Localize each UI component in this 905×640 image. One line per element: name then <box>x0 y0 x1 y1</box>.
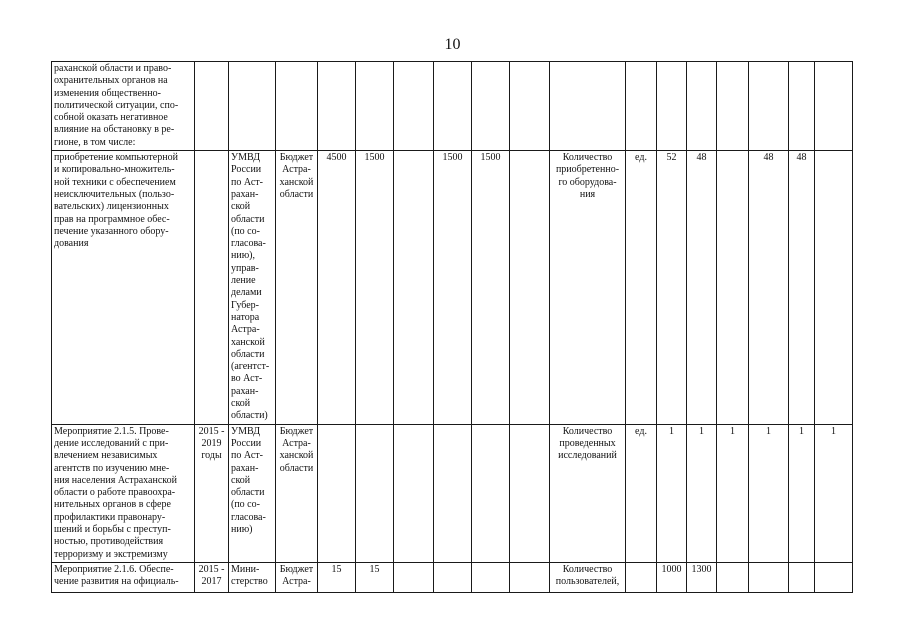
indicator-name: Количество проведенных исследований <box>550 424 626 562</box>
indicator-value-5: 48 <box>789 151 815 425</box>
measure-description: приобретение компьютерной и копировально-множитель- ной техники с обеспечением неисключительных (пользо- вательских) лицензионных прав на программное обес- печение указанного обору- дования <box>52 151 195 425</box>
indicator-value-6 <box>815 62 853 151</box>
indicator-name: Количество приобретенно- го оборудова- ния <box>550 151 626 425</box>
indicator-value-5 <box>789 562 815 592</box>
funding-year-4: 1500 <box>472 151 510 425</box>
funding-year-2 <box>394 424 434 562</box>
measure-description: Мероприятие 2.1.5. Прове- дение исследований с при- влечением независимых агентств по изучению мне- ния населения Астраханской области о работе правоохра- нительных органов в сфере профилактики правонару- шений и борьбы с преступ- ностью, противодействия терроризму и экстремизму <box>52 424 195 562</box>
indicator-value-4 <box>749 562 789 592</box>
indicator-value-2: 48 <box>687 151 717 425</box>
indicator-value-1: 52 <box>657 151 687 425</box>
table-row <box>52 424 853 562</box>
indicator-value-1 <box>657 62 687 151</box>
measure-funding-source: Бюджет Астра- ханской области <box>276 151 318 425</box>
indicator-value-1: 1000 <box>657 562 687 592</box>
indicator-value-3 <box>717 62 749 151</box>
measure-period <box>195 62 229 151</box>
measure-description: раханской области и право- охранительных органов на изменения общественно- политической ситуации, спо- собной оказать негативное влияние на обстановку в ре- гионе, в том числе: <box>52 62 195 151</box>
funding-total: 15 <box>318 562 356 592</box>
indicator-value-1: 1 <box>657 424 687 562</box>
measure-executor: Мини- стерство <box>229 562 276 592</box>
indicator-value-2: 1300 <box>687 562 717 592</box>
funding-year-3: 1500 <box>434 151 472 425</box>
indicator-unit <box>626 562 657 592</box>
funding-year-4 <box>472 62 510 151</box>
funding-year-5 <box>510 424 550 562</box>
funding-year-1: 1500 <box>356 151 394 425</box>
funding-year-3 <box>434 62 472 151</box>
indicator-value-3: 1 <box>717 424 749 562</box>
funding-year-2 <box>394 151 434 425</box>
indicator-value-4: 1 <box>749 424 789 562</box>
indicator-value-2 <box>687 62 717 151</box>
indicator-value-3 <box>717 562 749 592</box>
indicator-name: Количество пользователей, <box>550 562 626 592</box>
measure-funding-source <box>276 62 318 151</box>
measure-description: Мероприятие 2.1.6. Обеспе- чение развития на официаль- <box>52 562 195 592</box>
indicator-value-3 <box>717 151 749 425</box>
measure-period: 2015 - 2019 годы <box>195 424 229 562</box>
measure-executor <box>229 62 276 151</box>
indicator-unit <box>626 62 657 151</box>
indicator-value-5: 1 <box>789 424 815 562</box>
indicator-value-6 <box>815 151 853 425</box>
funding-year-3 <box>434 424 472 562</box>
indicator-unit: ед. <box>626 151 657 425</box>
funding-year-4 <box>472 562 510 592</box>
program-measures-table <box>51 61 853 593</box>
indicator-value-2: 1 <box>687 424 717 562</box>
indicator-value-6 <box>815 562 853 592</box>
funding-year-4 <box>472 424 510 562</box>
page-number: 10 <box>444 36 461 53</box>
funding-year-5 <box>510 562 550 592</box>
indicator-unit: ед. <box>626 424 657 562</box>
measure-executor: УМВД России по Аст- рахан- ской области (по со- гласова- нию), управ- ление делами Губер- натора Астра- ханской области (агентст- во Аст- рахан- ской области) <box>229 151 276 425</box>
funding-year-1 <box>356 424 394 562</box>
funding-year-5 <box>510 151 550 425</box>
funding-total <box>318 424 356 562</box>
funding-year-1 <box>356 62 394 151</box>
indicator-value-6: 1 <box>815 424 853 562</box>
indicator-value-4: 48 <box>749 151 789 425</box>
table-row <box>52 562 853 592</box>
funding-total <box>318 62 356 151</box>
funding-year-3 <box>434 562 472 592</box>
measure-funding-source: Бюджет Астра- <box>276 562 318 592</box>
measure-executor: УМВД России по Аст- рахан- ской области (по со- гласова- нию) <box>229 424 276 562</box>
indicator-value-5 <box>789 62 815 151</box>
funding-total: 4500 <box>318 151 356 425</box>
funding-year-2 <box>394 62 434 151</box>
indicator-name <box>550 62 626 151</box>
funding-year-5 <box>510 62 550 151</box>
table-row <box>52 151 853 425</box>
table-row <box>52 62 853 151</box>
measure-funding-source: Бюджет Астра- ханской области <box>276 424 318 562</box>
indicator-value-4 <box>749 62 789 151</box>
measure-period <box>195 151 229 425</box>
funding-year-1: 15 <box>356 562 394 592</box>
measure-period: 2015 - 2017 <box>195 562 229 592</box>
funding-year-2 <box>394 562 434 592</box>
